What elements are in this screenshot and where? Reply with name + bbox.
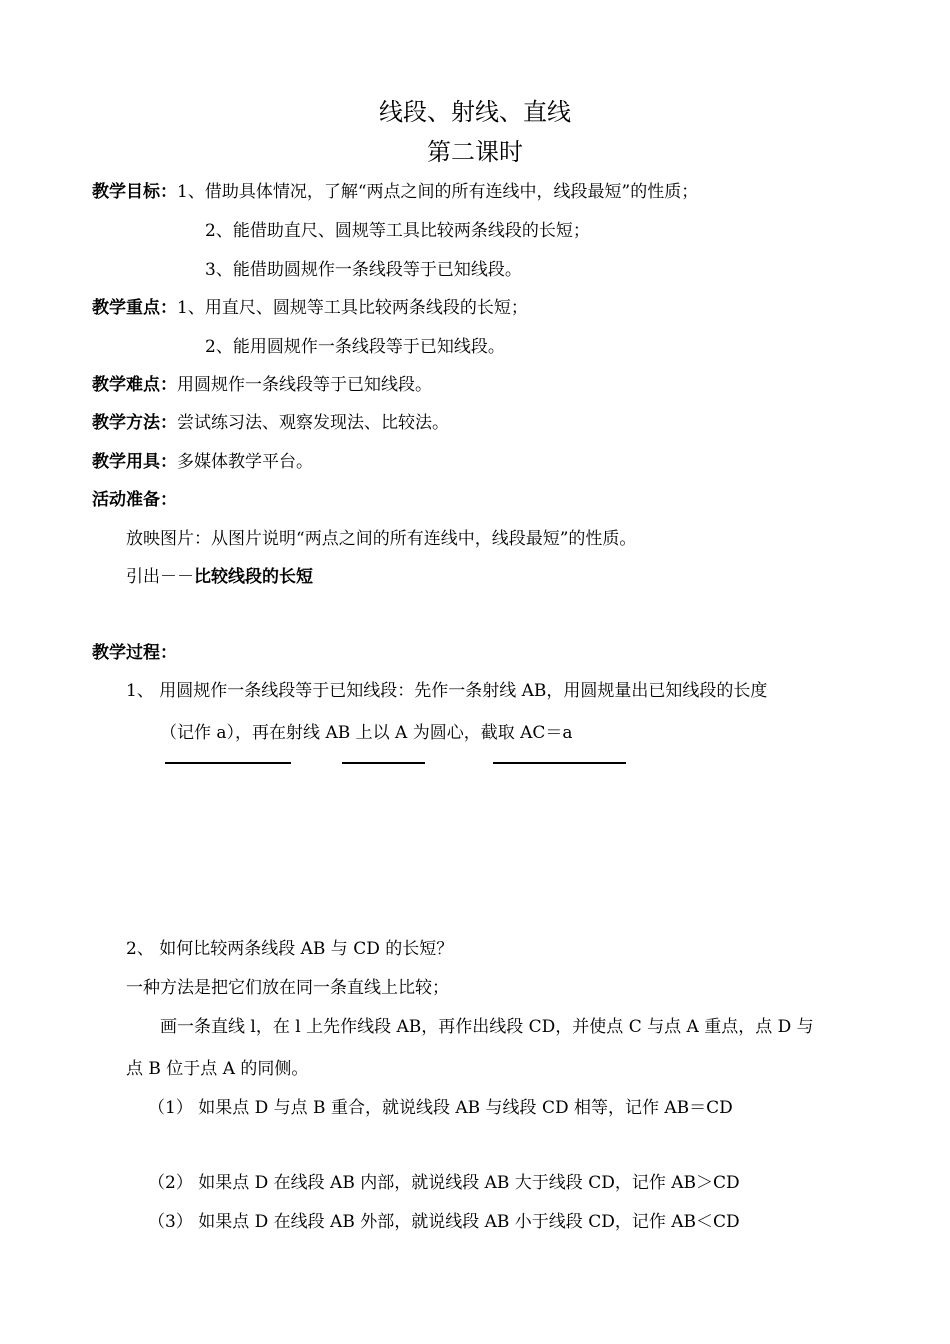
objective-item-1: 1、借助具体情况，了解“两点之间的所有连线中，线段最短”的性质； bbox=[177, 182, 699, 202]
process-step-2-line-2: 一种方法是把它们放在同一条直线上比较； bbox=[126, 978, 449, 998]
method-text: 尝试练习法、观察发现法、比较法。 bbox=[177, 413, 449, 433]
tools-label: 教学用具： bbox=[92, 452, 177, 472]
preparation-label: 活动准备： bbox=[92, 490, 177, 510]
objectives-label: 教学目标： bbox=[92, 182, 177, 202]
key-point-item-2: 2、能用圆规作一条线段等于已知线段。 bbox=[205, 337, 505, 357]
page-title: 线段、射线、直线 bbox=[379, 98, 571, 126]
process-step-1-line-1: 1、 用圆规作一条线段等于已知线段：先作一条射线 AB，用圆规量出已知线段的长度 bbox=[126, 681, 768, 701]
process-label: 教学过程： bbox=[92, 643, 177, 663]
segment-line-3 bbox=[493, 762, 626, 764]
tools-text: 多媒体教学平台。 bbox=[177, 452, 313, 472]
method-row bbox=[92, 412, 449, 434]
case-1: （1） 如果点 D 与点 B 重合，就说线段 AB 与线段 CD 相等，记作 AB＝CD bbox=[148, 1098, 733, 1118]
key-points-row bbox=[92, 297, 528, 319]
segment-line-2 bbox=[342, 762, 425, 764]
difficulty-label: 教学难点： bbox=[92, 375, 177, 395]
process-step-1-line-2: （记作 a），再在射线 AB 上以 A 为圆心，截取 AC＝a bbox=[160, 723, 573, 743]
case-2: （2） 如果点 D 在线段 AB 内部，就说线段 AB 大于线段 CD，记作 AB＞CD bbox=[148, 1173, 740, 1193]
preparation-line-2-prefix: 引出－－ bbox=[126, 567, 194, 587]
tools-row bbox=[92, 451, 313, 473]
key-points-label: 教学重点： bbox=[92, 298, 177, 318]
case-3: （3） 如果点 D 在线段 AB 外部，就说线段 AB 小于线段 CD，记作 AB＜CD bbox=[148, 1212, 740, 1232]
page-subtitle: 第二课时 bbox=[427, 138, 523, 166]
process-step-2-line-1: 2、 如何比较两条线段 AB 与 CD 的长短？ bbox=[126, 939, 454, 959]
process-step-2-line-3: 画一条直线 l，在 l 上先作线段 AB，再作出线段 CD，并使点 C 与点 A 重点，点 D 与 bbox=[160, 1017, 814, 1037]
preparation-row bbox=[92, 489, 177, 511]
key-point-item-1: 1、用直尺、圆规等工具比较两条线段的长短； bbox=[177, 298, 528, 318]
preparation-line-2-emphasis: 比较线段的长短 bbox=[194, 567, 313, 587]
method-label: 教学方法： bbox=[92, 413, 177, 433]
preparation-line-1: 放映图片：从图片说明“两点之间的所有连线中，线段最短”的性质。 bbox=[126, 529, 637, 549]
difficulty-text: 用圆规作一条线段等于已知线段。 bbox=[177, 375, 432, 395]
process-step-2-line-4: 点 B 位于点 A 的同侧。 bbox=[126, 1059, 309, 1079]
process-row bbox=[92, 642, 177, 664]
difficulty-row bbox=[92, 374, 432, 396]
preparation-line-2 bbox=[126, 566, 313, 588]
objective-item-2: 2、能借助直尺、圆规等工具比较两条线段的长短； bbox=[205, 221, 590, 241]
segment-line-1 bbox=[165, 762, 291, 764]
objectives-row bbox=[92, 181, 698, 203]
objective-item-3: 3、能借助圆规作一条线段等于已知线段。 bbox=[205, 260, 522, 280]
